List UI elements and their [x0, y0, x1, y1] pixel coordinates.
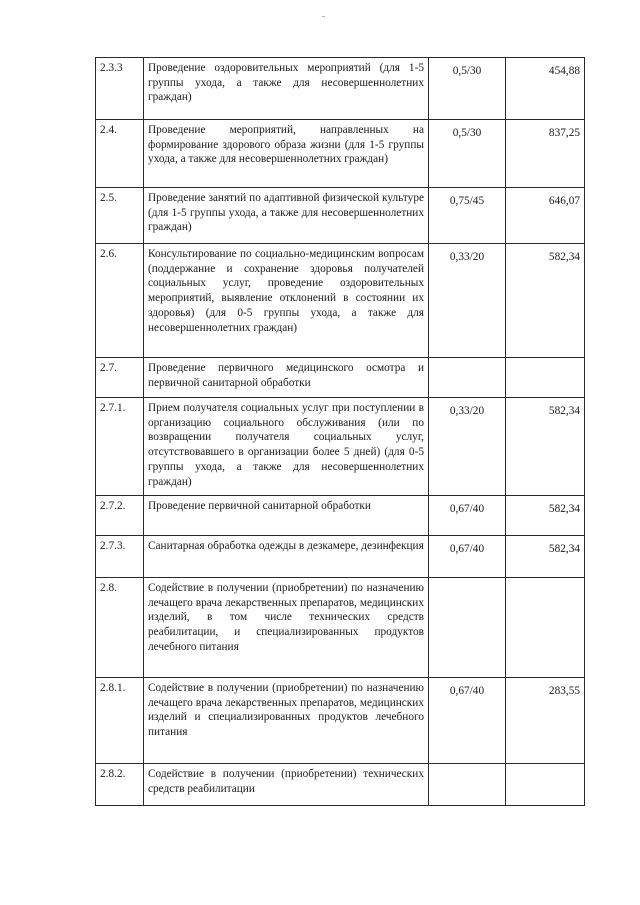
time-norm: 0,5/30 — [429, 58, 506, 120]
row-number: 2.7. — [96, 358, 144, 398]
table-row — [96, 188, 585, 244]
row-number: 2.3.3 — [96, 58, 144, 120]
table-row — [96, 764, 585, 806]
table-row — [96, 244, 585, 358]
service-price: 646,07 — [506, 188, 585, 244]
page-mark — [322, 16, 325, 17]
service-price: 283,55 — [506, 678, 585, 764]
service-name: Проведение первичной санитарной обработки — [144, 496, 429, 536]
row-number: 2.8.1. — [96, 678, 144, 764]
service-name: Содействие в получении (приобретении) по назначению лечащего врача лекарственных препаратов, медицинских изделий и специализированных продуктов лечебного питания — [144, 678, 429, 764]
service-name: Проведение мероприятий, направленных на формирование здорового образа жизни (для 1-5 группы ухода, а также для несовершеннолетних граждан) — [144, 120, 429, 188]
service-name: Содействие в получении (приобретении) технических средств реабилитации — [144, 764, 429, 806]
service-price: 582,34 — [506, 244, 585, 358]
time-norm — [429, 358, 506, 398]
service-name: Содействие в получении (приобретении) по назначению лечащего врача лекарственных препаратов, медицинских изделий, в том числе технических средств реабилитации, и специализированных продуктов лечебного питания — [144, 578, 429, 678]
service-name: Прием получателя социальных услуг при поступлении в организацию социального обслуживания (или по возвращении получателя социальных услуг, отсутствовавшего в организации более 5 дней) (для 0-5 группы ухода, а также для несовершеннолетних граждан) — [144, 398, 429, 496]
row-number: 2.7.3. — [96, 536, 144, 578]
service-price: 454,88 — [506, 58, 585, 120]
service-price: 582,34 — [506, 496, 585, 536]
service-price — [506, 358, 585, 398]
table-row — [96, 120, 585, 188]
service-name: Проведение занятий по адаптивной физической культуре (для 1-5 группы ухода, а также для несовершеннолетних граждан) — [144, 188, 429, 244]
service-price — [506, 764, 585, 806]
time-norm: 0,75/45 — [429, 188, 506, 244]
time-norm — [429, 578, 506, 678]
time-norm: 0,33/20 — [429, 244, 506, 358]
table-row — [96, 58, 585, 120]
service-name: Санитарная обработка одежды в дезкамере, дезинфекция — [144, 536, 429, 578]
service-name: Консультирование по социально-медицинским вопросам (поддержание и сохранение здоровья получателей социальных услуг, проведение оздоровительных мероприятий, выявление отклонений в состоянии их здоровья) (для 0-5 группы ухода, а также для несовершеннолетних граждан) — [144, 244, 429, 358]
service-price — [506, 578, 585, 678]
service-name: Проведение оздоровительных мероприятий (для 1-5 группы ухода, а также для несовершеннолетних граждан) — [144, 58, 429, 120]
time-norm — [429, 764, 506, 806]
row-number: 2.7.1. — [96, 398, 144, 496]
row-number: 2.7.2. — [96, 496, 144, 536]
time-norm: 0,33/20 — [429, 398, 506, 496]
time-norm: 0,67/40 — [429, 496, 506, 536]
row-number: 2.8.2. — [96, 764, 144, 806]
time-norm: 0,67/40 — [429, 678, 506, 764]
table-row — [96, 358, 585, 398]
service-price: 582,34 — [506, 398, 585, 496]
table-row — [96, 496, 585, 536]
row-number: 2.8. — [96, 578, 144, 678]
time-norm: 0,67/40 — [429, 536, 506, 578]
services-table — [95, 57, 585, 806]
time-norm: 0,5/30 — [429, 120, 506, 188]
table-row — [96, 578, 585, 678]
table-row — [96, 678, 585, 764]
service-price: 837,25 — [506, 120, 585, 188]
row-number: 2.6. — [96, 244, 144, 358]
table-row — [96, 536, 585, 578]
table-row — [96, 398, 585, 496]
row-number: 2.5. — [96, 188, 144, 244]
service-price: 582,34 — [506, 536, 585, 578]
row-number: 2.4. — [96, 120, 144, 188]
service-name: Проведение первичного медицинского осмотра и первичной санитарной обработки — [144, 358, 429, 398]
